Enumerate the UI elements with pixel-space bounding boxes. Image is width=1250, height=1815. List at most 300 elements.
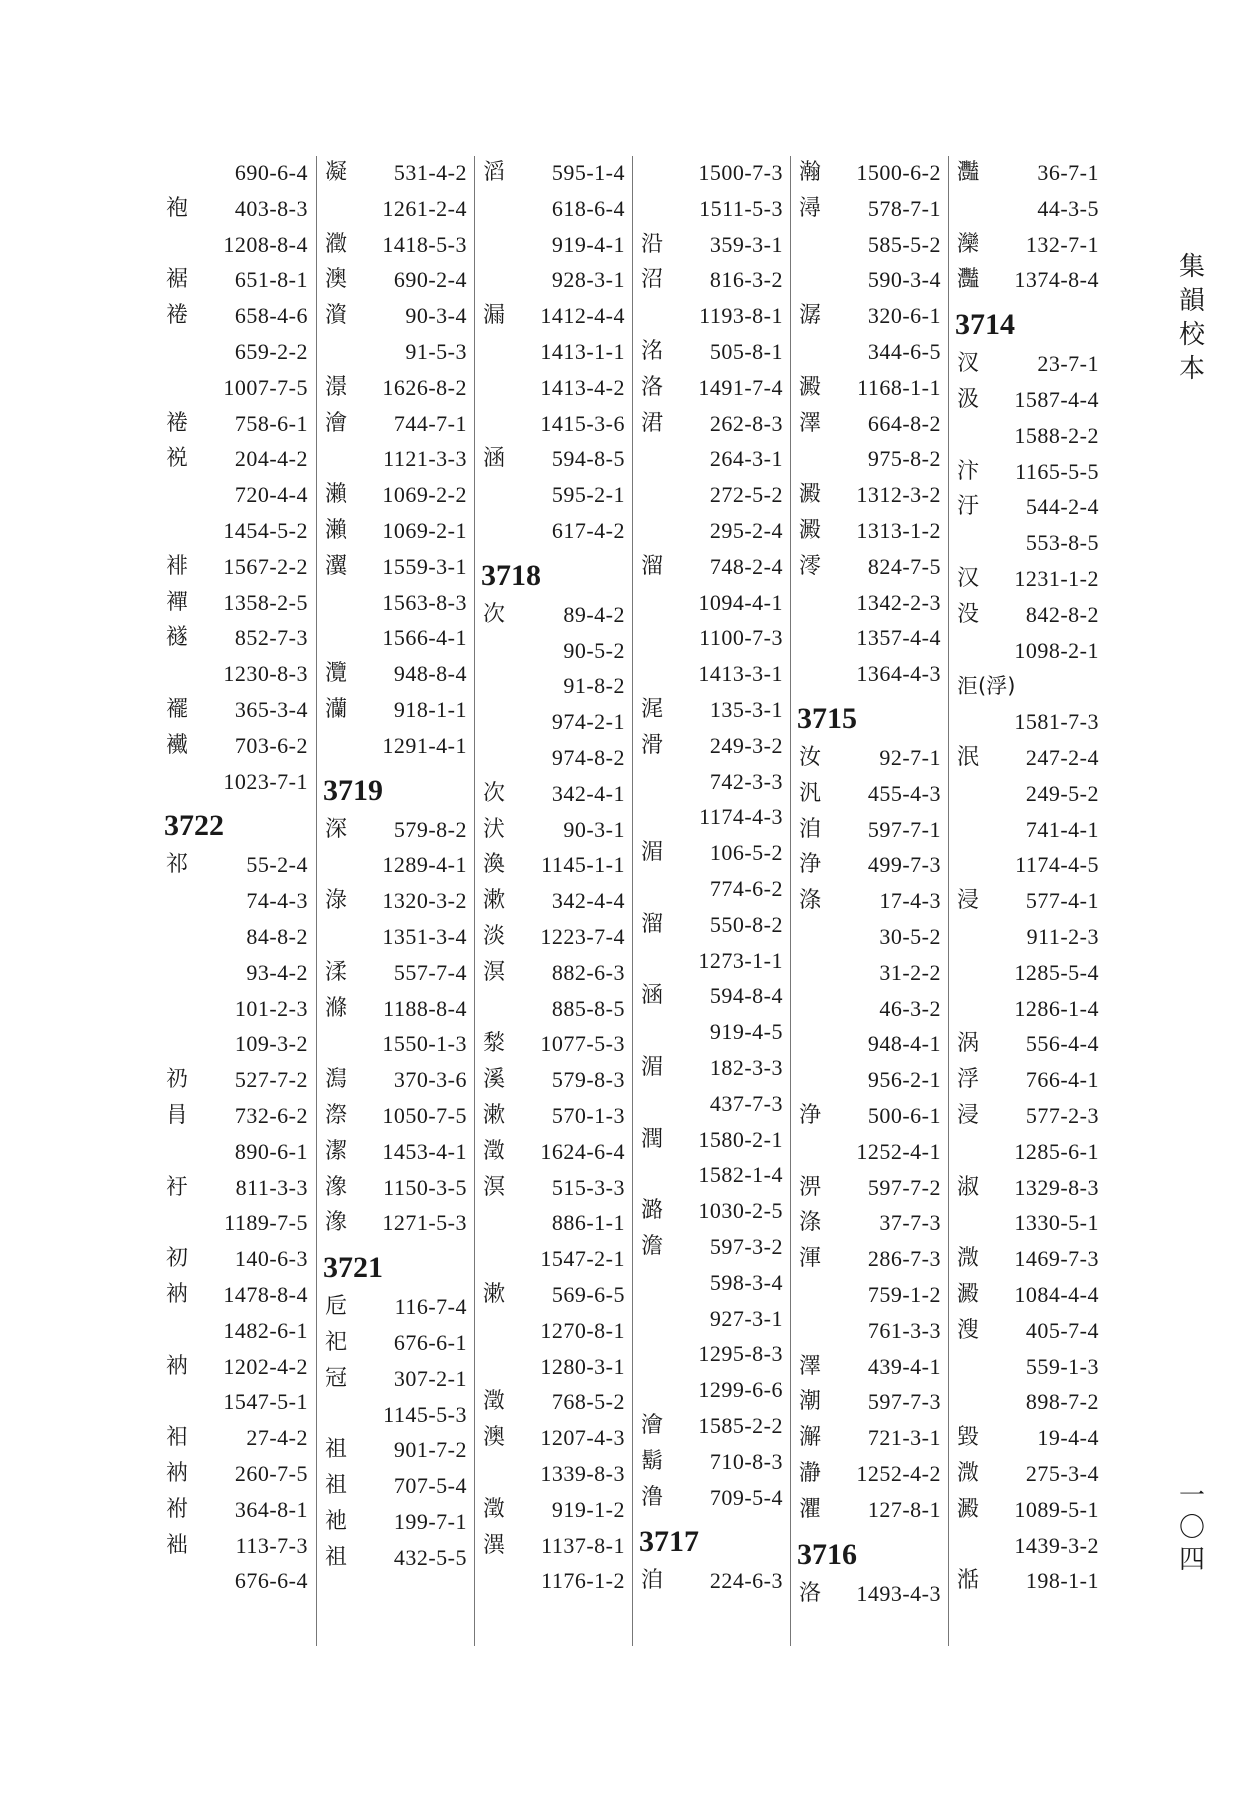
index-entry — [633, 1564, 791, 1598]
entry-character: 湉 — [957, 1568, 980, 1594]
entry-character: 湄 — [641, 1055, 664, 1080]
entry-character: 祀 — [325, 1330, 348, 1355]
entry-reference: 106-5-2 — [709, 840, 783, 866]
entry-character: 淑 — [957, 1174, 980, 1200]
index-entry — [633, 1123, 791, 1157]
index-entry — [158, 228, 316, 262]
index-entry — [317, 478, 475, 512]
entry-reference: 919-4-5 — [709, 1019, 783, 1045]
entry-character: 洺 — [641, 339, 664, 364]
entry-character: 潞 — [641, 1198, 664, 1224]
index-entry — [791, 1242, 949, 1276]
entry-reference: 975-8-2 — [867, 446, 941, 472]
entry-reference: 182-3-3 — [709, 1055, 783, 1080]
index-entry — [791, 992, 949, 1026]
section-number-heading: 3718 — [481, 558, 541, 592]
index-entry — [949, 1314, 1107, 1348]
entry-reference: 359-3-1 — [709, 231, 783, 257]
index-entry — [475, 228, 633, 262]
entry-reference: 761-3-3 — [867, 1317, 941, 1343]
index-entry — [949, 1099, 1107, 1133]
entry-character: 瀷 — [325, 553, 348, 579]
entry-reference: 1547-2-1 — [540, 1246, 625, 1272]
index-entry — [633, 335, 791, 369]
entry-reference: 1230-8-3 — [223, 661, 308, 687]
entry-reference: 1286-1-4 — [1014, 995, 1099, 1021]
index-entry — [949, 634, 1107, 668]
entry-character: 襬 — [166, 697, 189, 722]
entry-reference: 919-4-1 — [551, 231, 625, 257]
entry-character: 渾 — [799, 1246, 822, 1272]
entry-reference: 918-1-1 — [393, 697, 467, 722]
entry-reference: 1030-2-5 — [698, 1198, 783, 1224]
entry-reference: 46-3-2 — [879, 995, 941, 1021]
entry-reference: 1223-7-4 — [540, 924, 625, 949]
entry-reference: 1588-2-2 — [1014, 422, 1099, 448]
index-entry — [791, 1278, 949, 1312]
entry-reference: 720-4-4 — [234, 482, 308, 508]
entry-character: 衲 — [166, 1353, 189, 1379]
index-entry — [633, 1481, 791, 1515]
entry-character: 沿 — [641, 231, 664, 257]
index-entry — [633, 1302, 791, 1336]
entry-reference: 260-7-5 — [234, 1461, 308, 1486]
entry-reference: 1351-3-4 — [382, 924, 467, 949]
entry-character: 襌 — [166, 589, 189, 615]
index-entry — [633, 263, 791, 297]
entry-reference: 1339-8-3 — [540, 1461, 625, 1486]
entry-character: 涤 — [799, 1210, 822, 1236]
index-entry — [633, 729, 791, 763]
entry-reference: 1189-7-5 — [224, 1210, 308, 1236]
entry-reference: 1137-8-1 — [541, 1532, 625, 1558]
entry-reference: 439-4-1 — [867, 1353, 941, 1379]
index-entry — [317, 1099, 475, 1133]
entry-reference: 709-5-4 — [709, 1484, 783, 1510]
entry-reference: 885-8-5 — [551, 995, 625, 1021]
index-entry — [475, 1171, 633, 1205]
entry-reference: 527-7-2 — [234, 1067, 308, 1093]
entry-reference: 1165-5-5 — [1015, 458, 1099, 484]
index-entry — [791, 1314, 949, 1348]
index-entry — [158, 1564, 316, 1598]
index-entry — [949, 1278, 1107, 1312]
entry-reference: 432-5-5 — [393, 1544, 467, 1570]
entry-reference: 1357-4-4 — [856, 625, 941, 651]
entry-reference: 901-7-2 — [393, 1437, 467, 1463]
entry-reference: 741-4-1 — [1025, 816, 1099, 842]
entry-reference: 92-7-1 — [879, 745, 941, 770]
index-entry — [791, 848, 949, 882]
entry-reference: 1413-1-1 — [540, 339, 625, 364]
entry-reference: 1100-7-3 — [699, 625, 783, 651]
index-entry — [949, 669, 1107, 703]
entry-character: 涡 — [957, 1031, 980, 1057]
index-entry — [475, 299, 633, 333]
entry-character: 浘 — [641, 697, 664, 722]
index-column-4 — [632, 156, 791, 1646]
entry-character: 裾 — [166, 267, 189, 293]
entry-reference: 1023-7-1 — [223, 768, 308, 794]
index-entry — [633, 1445, 791, 1479]
entry-character: 溟 — [483, 959, 506, 985]
entry-character: 浄 — [799, 852, 822, 878]
entry-reference: 90-3-4 — [405, 303, 467, 329]
entry-reference: 1202-4-2 — [223, 1353, 308, 1379]
entry-reference: 249-3-2 — [709, 732, 783, 758]
entry-reference: 956-2-1 — [867, 1067, 941, 1093]
index-entry — [317, 550, 475, 584]
index-entry — [791, 192, 949, 226]
entry-character: 潩 — [483, 1532, 506, 1558]
index-entry — [158, 1027, 316, 1061]
index-entry — [633, 979, 791, 1013]
index-entry — [949, 1063, 1107, 1097]
index-entry — [633, 550, 791, 584]
index-entry — [158, 1314, 316, 1348]
entry-reference: 1069-2-1 — [382, 518, 467, 543]
entry-character: 淡 — [483, 924, 506, 949]
entry-character: 汉 — [957, 566, 980, 591]
entry-reference: 101-2-3 — [234, 995, 308, 1021]
entry-reference: 1188-8-4 — [383, 995, 467, 1021]
entry-character: 毀 — [957, 1425, 980, 1451]
index-entry — [475, 1027, 633, 1061]
entry-character: 溪 — [483, 1067, 506, 1093]
entry-character: 襶 — [166, 732, 189, 758]
entry-reference: 570-1-3 — [551, 1103, 625, 1128]
entry-reference: 890-6-1 — [234, 1138, 308, 1164]
entry-character: 漈 — [325, 1103, 348, 1128]
entry-reference: 597-3-2 — [709, 1234, 783, 1259]
index-entry — [317, 1171, 475, 1205]
entry-reference: 17-4-3 — [879, 888, 941, 914]
running-title: 集 韻 校 本 — [1178, 252, 1205, 384]
index-entry — [949, 777, 1107, 811]
entry-reference: 1291-4-1 — [382, 732, 467, 758]
entry-character: 衧 — [166, 1174, 189, 1200]
index-entry — [949, 1493, 1107, 1527]
index-entry — [158, 1385, 316, 1419]
index-entry — [475, 848, 633, 882]
entry-reference: 974-2-1 — [551, 709, 625, 735]
entry-character: 灡 — [325, 697, 348, 722]
entry-reference: 515-3-3 — [551, 1174, 625, 1200]
index-entry — [475, 1564, 633, 1598]
index-entry — [317, 586, 475, 620]
entry-reference: 974-8-2 — [551, 745, 625, 770]
index-entry — [158, 920, 316, 954]
entry-reference: 1312-3-2 — [856, 482, 941, 508]
entry-character: 瀨 — [325, 482, 348, 508]
entry-reference: 595-2-1 — [551, 482, 625, 508]
entry-reference: 364-8-1 — [234, 1496, 308, 1522]
entry-character: 溦 — [957, 1246, 980, 1272]
index-entry — [158, 514, 316, 548]
entry-character: 澳 — [483, 1425, 506, 1451]
index-entry — [317, 1290, 475, 1324]
index-entry — [949, 884, 1107, 918]
entry-reference: 140-6-3 — [234, 1246, 308, 1272]
entry-character: 滔 — [483, 160, 506, 185]
entry-reference: 1050-7-5 — [382, 1103, 467, 1128]
index-entry — [791, 1577, 949, 1611]
entry-character: 瀞 — [799, 1461, 822, 1486]
index-entry — [317, 813, 475, 847]
entry-reference: 320-6-1 — [867, 303, 941, 329]
entry-reference: 664-8-2 — [867, 410, 941, 436]
index-entry — [475, 1457, 633, 1491]
index-entry — [158, 765, 316, 799]
index-entry — [633, 765, 791, 799]
entry-reference: 405-7-4 — [1025, 1317, 1099, 1343]
index-entry — [475, 705, 633, 739]
entry-character: 洎 — [641, 1568, 664, 1594]
entry-character: 灈 — [799, 1496, 822, 1522]
entry-character: 祁 — [166, 852, 189, 878]
index-entry — [158, 1493, 316, 1527]
index-entry — [317, 1206, 475, 1240]
index-entry — [633, 1194, 791, 1228]
index-entry — [949, 228, 1107, 262]
entry-reference: 1193-8-1 — [699, 303, 783, 329]
index-entry — [949, 1027, 1107, 1061]
entry-character: 汱 — [483, 816, 506, 842]
entry-character: 渘 — [325, 959, 348, 985]
index-entry — [791, 407, 949, 441]
entry-reference: 618-6-4 — [551, 195, 625, 221]
index-entry — [475, 263, 633, 297]
entry-reference: 597-7-1 — [867, 816, 941, 842]
index-entry — [158, 1350, 316, 1384]
entry-character: 汎 — [799, 780, 822, 806]
entry-character: 溲 — [957, 1317, 980, 1343]
entry-reference: 55-2-4 — [246, 852, 308, 878]
index-entry — [475, 992, 633, 1026]
entry-reference: 1150-3-5 — [383, 1174, 467, 1200]
index-entry — [317, 956, 475, 990]
index-entry — [633, 1266, 791, 1300]
index-entry — [791, 1027, 949, 1061]
entry-character: 裶 — [166, 553, 189, 579]
index-entry — [158, 1421, 316, 1455]
index-entry — [475, 514, 633, 548]
entry-reference: 1231-1-2 — [1014, 566, 1099, 591]
entry-character: 汝 — [799, 745, 822, 770]
index-entry — [791, 228, 949, 262]
entry-reference: 676-6-1 — [393, 1330, 467, 1355]
entry-character: 汴 — [957, 458, 980, 484]
entry-reference: 1500-6-2 — [856, 160, 941, 185]
entry-reference: 1174-4-5 — [1015, 852, 1099, 878]
index-entry — [949, 455, 1107, 489]
entry-reference: 1511-5-3 — [699, 195, 783, 221]
entry-reference: 1330-5-1 — [1014, 1210, 1099, 1236]
entry-reference: 1295-8-3 — [698, 1341, 783, 1367]
index-entry — [949, 562, 1107, 596]
index-entry — [317, 1433, 475, 1467]
entry-character: 溦 — [957, 1461, 980, 1486]
entry-reference: 816-3-2 — [709, 267, 783, 293]
index-entry — [949, 383, 1107, 417]
entry-reference: 505-8-1 — [709, 339, 783, 364]
entry-reference: 556-4-4 — [1025, 1031, 1099, 1057]
entry-reference: 1270-8-1 — [540, 1317, 625, 1343]
entry-reference: 766-4-1 — [1025, 1067, 1099, 1093]
index-entry — [633, 1051, 791, 1085]
entry-reference: 1581-7-3 — [1014, 709, 1099, 735]
entry-reference: 1007-7-5 — [223, 374, 308, 400]
index-entry — [317, 514, 475, 548]
index-entry — [633, 621, 791, 655]
entry-reference: 90-3-1 — [563, 816, 625, 842]
index-entry — [791, 371, 949, 405]
entry-reference: 127-8-1 — [867, 1496, 941, 1522]
index-entry — [791, 1063, 949, 1097]
entry-reference: 199-7-1 — [393, 1509, 467, 1534]
entry-reference: 579-8-3 — [551, 1067, 625, 1093]
entry-character: 凝 — [325, 160, 348, 185]
entry-character: 澱 — [799, 374, 822, 400]
index-entry — [791, 884, 949, 918]
index-entry — [633, 872, 791, 906]
index-entry — [633, 228, 791, 262]
index-entry — [791, 1457, 949, 1491]
entry-reference: 30-5-2 — [879, 924, 941, 949]
entry-reference: 275-3-4 — [1025, 1461, 1099, 1486]
entry-reference: 36-7-1 — [1037, 160, 1099, 185]
entry-character: 澪 — [799, 553, 822, 579]
entry-reference: 707-5-4 — [393, 1473, 467, 1499]
entry-character: 滌 — [325, 995, 348, 1021]
index-entry — [633, 836, 791, 870]
entry-character: 涵 — [641, 983, 664, 1009]
entry-reference: 1500-7-3 — [698, 160, 783, 185]
entry-reference: 948-8-4 — [393, 661, 467, 687]
entry-reference: 842-8-2 — [1025, 601, 1099, 627]
entry-character: 漏 — [483, 303, 506, 329]
index-entry — [633, 800, 791, 834]
index-entry — [317, 1362, 475, 1396]
entry-reference: 578-7-1 — [867, 195, 941, 221]
entry-reference: 1289-4-1 — [382, 852, 467, 878]
entry-reference: 403-8-3 — [234, 195, 308, 221]
entry-character: 祂 — [325, 1509, 348, 1534]
entry-character: 洛 — [641, 374, 664, 400]
index-entry — [949, 848, 1107, 882]
index-entry — [949, 192, 1107, 226]
index-entry — [791, 777, 949, 811]
index-entry — [158, 621, 316, 655]
index-entry — [791, 550, 949, 584]
entry-character: 浮 — [957, 1067, 980, 1093]
index-entry — [949, 1171, 1107, 1205]
entry-reference: 1077-5-3 — [540, 1031, 625, 1057]
entry-character: 裷 — [166, 410, 189, 436]
entry-reference: 1482-6-1 — [223, 1317, 308, 1343]
index-entry — [633, 371, 791, 405]
entry-reference: 590-3-4 — [867, 267, 941, 293]
index-entry — [317, 192, 475, 226]
entry-character: 袝 — [166, 1496, 189, 1522]
entry-reference: 659-2-2 — [234, 339, 308, 364]
index-entry — [158, 371, 316, 405]
entry-character: 潮 — [799, 1389, 822, 1415]
index-entry — [317, 1135, 475, 1169]
index-entry — [633, 944, 791, 978]
entry-reference: 898-7-2 — [1025, 1389, 1099, 1415]
entry-reference: 499-7-3 — [867, 852, 941, 878]
entry-reference: 676-6-4 — [234, 1568, 308, 1594]
index-entry — [949, 347, 1107, 381]
entry-character: 瀨 — [325, 518, 348, 543]
entry-character: 淠 — [799, 1174, 822, 1200]
entry-character: 澙 — [325, 1067, 348, 1093]
index-entry — [791, 1493, 949, 1527]
entry-reference: 1313-1-2 — [856, 518, 941, 543]
entry-reference: 1469-7-3 — [1014, 1246, 1099, 1272]
index-entry — [949, 992, 1107, 1026]
page-number: 一 〇 四 — [1178, 1481, 1205, 1575]
entry-character: 澱 — [799, 482, 822, 508]
index-entry — [158, 335, 316, 369]
index-entry — [633, 908, 791, 942]
entry-reference: 1412-4-4 — [540, 303, 625, 329]
index-entry — [949, 419, 1107, 453]
entry-character: 卮 — [325, 1294, 348, 1320]
entry-character: 澱 — [799, 518, 822, 543]
entry-reference: 342-4-4 — [551, 888, 625, 914]
entry-character: 潒 — [325, 1174, 348, 1200]
entry-reference: 824-7-5 — [867, 553, 941, 579]
entry-reference: 553-8-5 — [1025, 530, 1099, 556]
index-entry — [158, 1529, 316, 1563]
entry-reference: 1547-5-1 — [223, 1389, 308, 1415]
index-entry — [791, 1350, 949, 1384]
index-entry — [158, 263, 316, 297]
entry-reference: 1563-8-3 — [382, 589, 467, 615]
entry-character: 澮 — [641, 1413, 664, 1438]
index-entry — [317, 693, 475, 727]
entry-reference: 811-3-3 — [235, 1174, 308, 1200]
index-entry — [633, 586, 791, 620]
index-entry — [949, 1457, 1107, 1491]
index-entry — [158, 1063, 316, 1097]
entry-character: 灩 — [957, 267, 980, 293]
index-entry — [475, 777, 633, 811]
index-entry — [633, 442, 791, 476]
entry-character: 祖 — [325, 1544, 348, 1570]
section-number-heading: 3717 — [639, 1525, 699, 1559]
entry-reference: 247-2-4 — [1025, 745, 1099, 770]
entry-reference: 109-3-2 — [234, 1031, 308, 1057]
entry-character: 澂 — [483, 1389, 506, 1415]
entry-reference: 1491-7-4 — [698, 374, 783, 400]
entry-character: 涵 — [483, 446, 506, 472]
entry-character: 澥 — [799, 1425, 822, 1451]
entry-character: 澤 — [799, 1353, 822, 1379]
entry-character: 冠 — [325, 1365, 348, 1391]
entry-reference: 550-8-2 — [709, 911, 783, 937]
entry-character: 祖 — [325, 1473, 348, 1499]
entry-character: 汲 — [957, 387, 980, 412]
entry-character: 澂 — [483, 1138, 506, 1164]
index-entry — [158, 693, 316, 727]
entry-character: 洎 — [799, 816, 822, 842]
entry-character: 瀚 — [799, 160, 822, 185]
entry-character: 汊 — [957, 351, 980, 377]
entry-reference: 437-7-3 — [709, 1090, 783, 1116]
